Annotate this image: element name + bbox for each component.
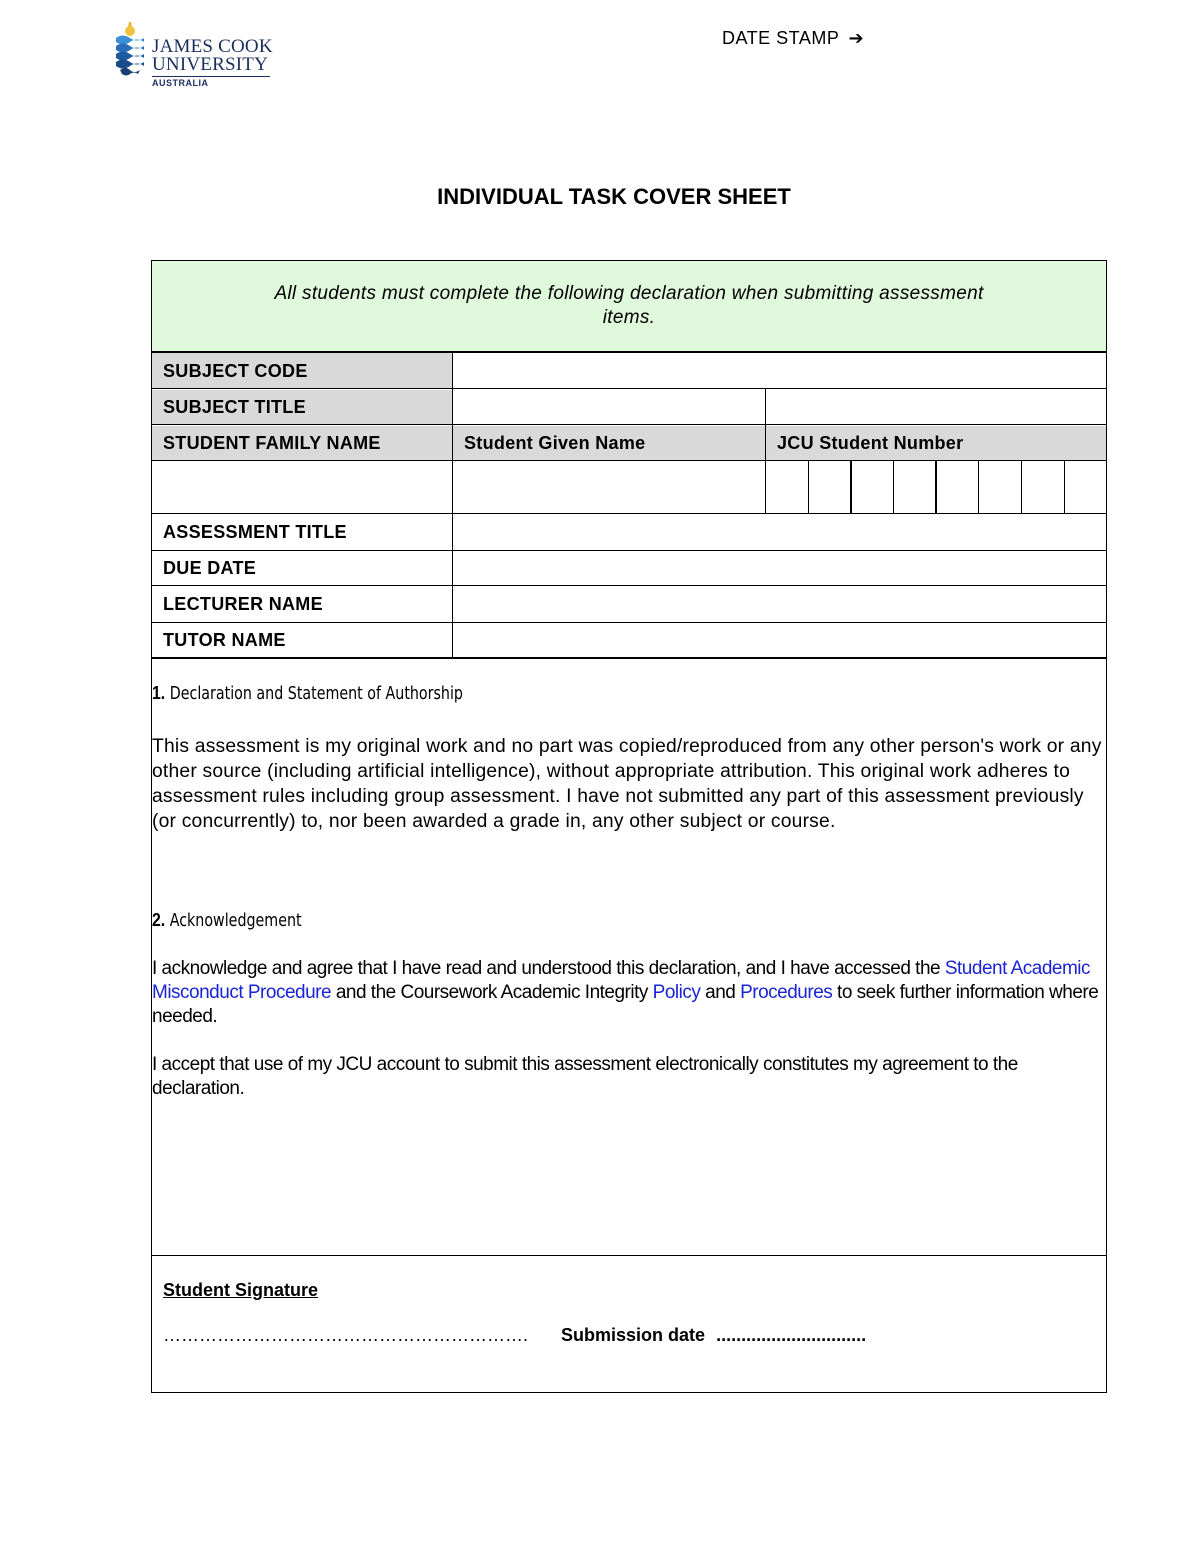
- signature-divider: [152, 1255, 1106, 1256]
- subject-title-field-extra[interactable]: [766, 390, 1106, 425]
- signature-dots[interactable]: …………………………………………………….: [163, 1325, 529, 1345]
- grid-line: [152, 513, 1106, 514]
- declaration-number: 1.: [152, 683, 166, 703]
- given-name-label: Student Given Name: [453, 426, 765, 461]
- grid-line: [152, 657, 1106, 659]
- number-box-divider: [808, 461, 809, 514]
- declaration-heading-text: Declaration and Statement of Authorship: [169, 683, 463, 704]
- ack-text: and: [700, 982, 741, 1003]
- grid-line: [152, 424, 1106, 425]
- jcu-crest-icon: [112, 20, 148, 80]
- logo-text-line2: UNIVERSITY: [152, 54, 268, 75]
- declaration-heading: [152, 683, 988, 704]
- grid-line: [152, 622, 1106, 623]
- grid-line: [452, 352, 453, 658]
- due-date-label: DUE DATE: [163, 557, 257, 578]
- subject-code-field[interactable]: [453, 353, 1106, 389]
- grid-line: [765, 388, 766, 514]
- lecturer-name-field[interactable]: [453, 586, 1106, 622]
- policy-link[interactable]: Policy: [652, 982, 701, 1003]
- page-title: INDIVIDUAL TASK COVER SHEET: [437, 184, 791, 209]
- logo-text-line3: AUSTRALIA: [152, 78, 209, 88]
- student-signature-label: Student Signature: [163, 1280, 319, 1300]
- student-number-label: JCU Student Number: [766, 426, 1106, 461]
- assessment-title-field[interactable]: [453, 514, 1106, 550]
- number-box-divider: [1021, 461, 1022, 514]
- date-stamp-text: DATE STAMP: [722, 28, 840, 48]
- cover-sheet-form: [151, 260, 1107, 1393]
- grid-line: [152, 460, 1106, 461]
- assessment-title-label: ASSESSMENT TITLE: [163, 521, 347, 542]
- number-box-divider: [850, 461, 852, 514]
- ack-text: and the Coursework Academic Integrity: [331, 982, 653, 1003]
- tutor-name-field[interactable]: [453, 623, 1106, 658]
- grid-line: [152, 550, 1106, 551]
- acknowledgement-heading-text: Acknowledgement: [169, 910, 302, 931]
- date-stamp-label: [722, 28, 864, 49]
- subject-title-field[interactable]: [453, 390, 765, 425]
- logo-rule: [152, 76, 270, 77]
- number-box-divider: [893, 461, 894, 514]
- account-agreement-statement: I accept that use of my JCU account to submit this assessment electronically constitutes my agreement to the declaration.: [152, 1054, 1018, 1099]
- subject-code-label: SUBJECT CODE: [152, 353, 452, 389]
- instruction-banner-text: All students must complete the following declaration when submitting assessment items.: [274, 283, 984, 328]
- jcu-logo: [112, 20, 277, 90]
- number-box-divider: [1064, 461, 1065, 514]
- subject-title-label: SUBJECT TITLE: [152, 390, 452, 425]
- procedures-link[interactable]: Procedures: [740, 982, 833, 1003]
- acknowledgement-statement: [152, 957, 1102, 1029]
- submission-date-dots[interactable]: ..............................: [716, 1325, 867, 1345]
- family-name-field[interactable]: [152, 462, 452, 513]
- lecturer-name-label: LECTURER NAME: [163, 593, 323, 614]
- acknowledgement-number: 2.: [152, 910, 166, 930]
- misconduct-procedure-link[interactable]: Student Academic Misconduct Procedure: [152, 958, 1091, 1003]
- number-box-divider: [978, 461, 979, 514]
- given-name-field[interactable]: [453, 462, 765, 513]
- family-name-label: STUDENT FAMILY NAME: [152, 426, 452, 461]
- tutor-name-label: TUTOR NAME: [163, 630, 286, 650]
- ack-text: I acknowledge and agree that I have read and understood this declaration, and I have accessed the: [152, 958, 945, 979]
- grid-line: [152, 388, 1106, 389]
- authorship-statement: This assessment is my original work and no part was copied/reproduced from any other person's work or any other source (including artificial intelligence), without appropriate attribution. This original work adheres to assessment rules including group assessment. I have not submitted any part of this assessment previously (or concurrently) to, nor been awarded a grade in, any other subject or course.: [152, 736, 1102, 832]
- signature-line: [163, 1325, 866, 1346]
- grid-line: [152, 585, 1106, 586]
- number-box-divider: [935, 461, 937, 514]
- acknowledgement-heading: [152, 910, 988, 931]
- submission-date-label: Submission date: [561, 1325, 706, 1345]
- logo-text-line1: JAMES COOK: [152, 36, 273, 57]
- arrow-right-icon: ➔: [848, 28, 865, 49]
- ack-text: to seek further information where needed.: [152, 982, 1099, 1027]
- instruction-banner: [152, 261, 1106, 353]
- due-date-field[interactable]: [453, 551, 1106, 585]
